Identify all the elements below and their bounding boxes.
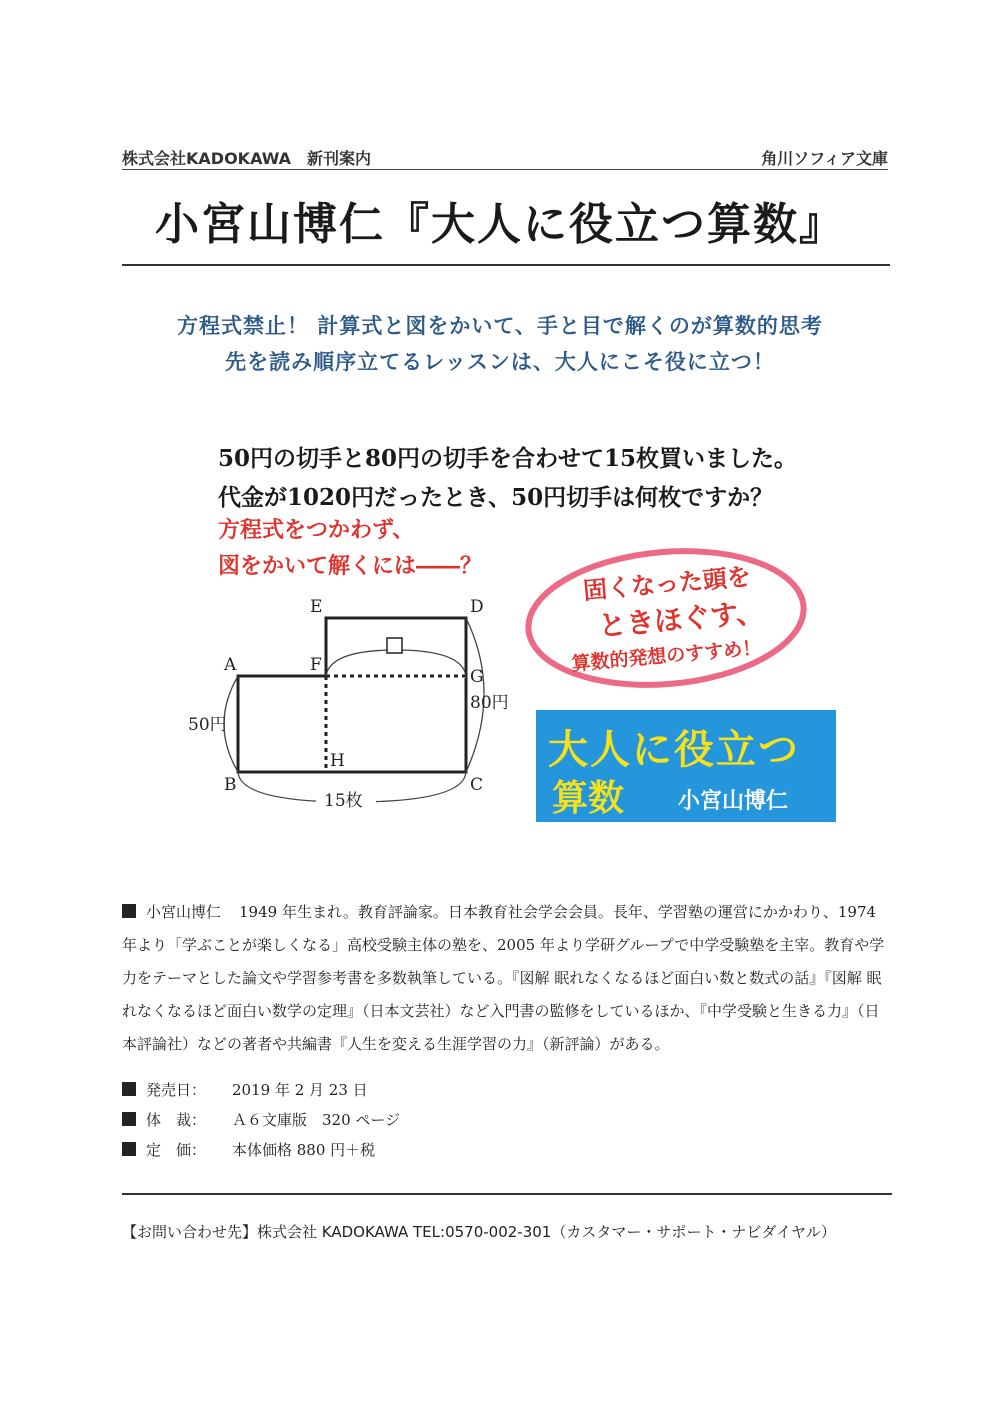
brace-box (326, 650, 466, 676)
bullet-square-icon (122, 1082, 136, 1096)
point-f: F (310, 655, 322, 675)
point-e: E (310, 597, 323, 617)
cover-title-1: 大人に役立つ (548, 726, 800, 773)
prompt-line-2: 図をかいて解くには――？ (218, 553, 483, 579)
bullet-square-icon (122, 1142, 136, 1156)
point-g: G (470, 667, 484, 687)
imprint-header: 角川ソフィア文庫 (761, 149, 888, 168)
label-80-yen: 80円 (470, 693, 509, 713)
author-bio (122, 896, 892, 1061)
header-rule (122, 169, 888, 170)
publisher-header: 株式会社KADOKAWA 新刊案内 (122, 149, 372, 168)
format-row (122, 1109, 400, 1130)
bullet-square-icon (122, 1112, 136, 1126)
tagline-2: 先を読み順序立てるレッスンは、大人にこそ役に立つ！ (225, 350, 775, 374)
tagline-1: 方程式禁止！ 計算式と図をかいて、手と目で解くのが算数的思考 (177, 314, 823, 338)
area-diagram (180, 588, 530, 818)
bubble-line-3: 算数的発想のすすめ！ (570, 636, 763, 676)
lower-rectangle (238, 676, 466, 772)
prompt-line-1: 方程式をつかわず、 (218, 517, 415, 543)
point-h: H (330, 751, 345, 771)
format-value: Ａ６文庫版 320 ページ (232, 1111, 401, 1129)
release-date-row (122, 1079, 368, 1100)
page-title: 小宮山博仁『大人に役立つ算数』 (155, 199, 845, 250)
contact-info: 【お問い合わせ先】株式会社 KADOKAWA TEL:0570-002-301（カスタマー・サポート・ナビダイヤル） (122, 1223, 836, 1241)
format-label: 体 裁： (146, 1111, 207, 1129)
point-d: D (470, 597, 484, 617)
problem-line-2: 代金が1020円だったとき、50円切手は何枚ですか？ (218, 484, 774, 511)
bubble-line-2: ときほぐす、 (597, 595, 766, 643)
title-rule (122, 264, 890, 266)
bio-text: 1949 年生まれ。教育評論家。日本教育社会学会会員。長年、学習塾の運営にかかわり、1974 年より「学ぶことが楽しくなる」高校受験主体の塾を、2005 年より学研グループで中学受験塾を主宰。教育や学力をテーマとした論文や学習参考書を多数執筆している。『図解 眠れなくなるほど面白い数と数式の話』『図解 眠れなくなるほど面白い数学の定理』（日本文芸社）など入門書の監修をしているほか、『中学受験と生きる力』（日本評論社）などの著者や共編書『人生を変える生涯学習の力』（新評論）がある。 (122, 903, 885, 1053)
author-name: 小宮山博仁 (146, 903, 222, 921)
cover-author: 小宮山博仁 (678, 789, 789, 814)
book-cover (536, 710, 836, 822)
cover-title-2: 算数 (552, 777, 625, 819)
price-row (122, 1139, 375, 1160)
release-date-label: 発売日： (146, 1081, 207, 1099)
unknown-box (387, 638, 402, 653)
point-b: B (224, 775, 237, 795)
footer-rule (122, 1193, 892, 1195)
release-date-value: 2019 年 2 月 23 日 (232, 1081, 368, 1099)
price-value: 本体価格 880 円＋税 (232, 1141, 376, 1159)
price-label: 定 価： (146, 1141, 207, 1159)
catchphrase-bubble (516, 540, 816, 700)
label-50-yen: 50円 (188, 715, 227, 735)
point-a: A (224, 655, 237, 675)
point-c: C (470, 775, 484, 795)
problem-line-1: 50円の切手と80円の切手を合わせて15枚買いました。 (218, 445, 798, 472)
label-15-sheets: 15枚 (324, 791, 363, 811)
bubble-line-1: 固くなった頭を (582, 562, 752, 606)
bullet-square-icon (122, 904, 136, 918)
